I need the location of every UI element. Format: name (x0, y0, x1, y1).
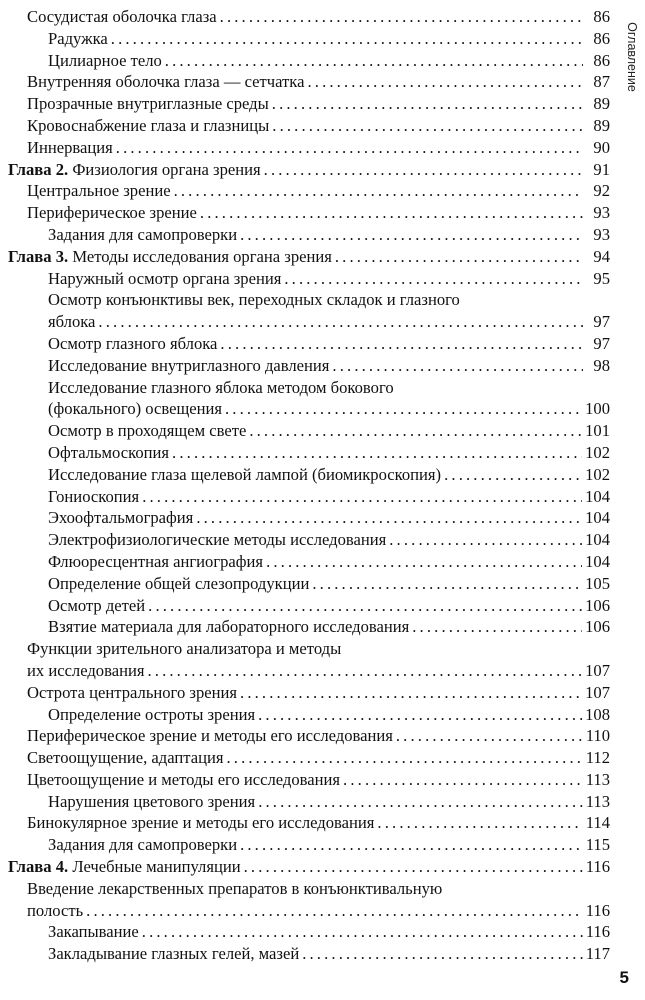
toc-entry-text: Осмотр в проходящем свете (48, 421, 247, 441)
dot-leader (332, 355, 583, 377)
toc-page-number: 115 (585, 835, 610, 855)
toc-entry[interactable] (8, 202, 610, 224)
toc-entry-text: Иннервация (27, 137, 113, 157)
toc-entry-title (27, 725, 393, 747)
toc-entry-text: Цилиарное тело (48, 50, 162, 70)
toc-entry-title (48, 943, 299, 965)
toc-entry-title (48, 595, 145, 617)
toc-page-number: 89 (593, 94, 610, 114)
toc-page-number: 94 (593, 246, 610, 266)
toc-entry-text: Прозрачные внутриглазные среды (27, 94, 269, 114)
dot-leader (200, 202, 583, 224)
toc-entry-title (48, 791, 255, 813)
toc-entry-text: Закладывание глазных гелей, мазей (48, 944, 300, 964)
dot-leader (412, 616, 582, 638)
toc-entry-text: Флюоресцентная ангиография (48, 551, 264, 571)
toc-page-number: 87 (593, 72, 610, 92)
toc-entry-text: их исследования (27, 660, 145, 680)
dot-leader (377, 812, 582, 834)
toc-entry-text: (фокального) освещения (48, 399, 222, 419)
dot-leader (389, 529, 582, 551)
toc-entry-title (48, 704, 255, 726)
toc-chapter-entry[interactable] (8, 856, 610, 878)
toc-entry[interactable] (8, 725, 610, 747)
toc-entry-title (27, 682, 237, 704)
toc-entry[interactable] (8, 529, 610, 551)
toc-entry-title (27, 660, 144, 682)
toc-entry[interactable] (8, 50, 610, 72)
toc-entry-text: Лечебные манипуляции (72, 857, 241, 877)
toc-page-number: 104 (585, 508, 610, 528)
chapter-label: Глава 3. (8, 246, 69, 266)
dot-leader (148, 595, 582, 617)
table-of-contents (8, 6, 610, 965)
toc-entry[interactable] (8, 638, 610, 682)
toc-page-number: 113 (585, 769, 610, 789)
toc-entry-title (27, 202, 197, 224)
toc-entry[interactable] (8, 268, 610, 290)
toc-entry[interactable] (8, 137, 610, 159)
toc-entry[interactable] (8, 6, 610, 28)
toc-entry-title (48, 834, 237, 856)
dot-leader (272, 115, 583, 137)
toc-entry-text: Кровоснабжение глаза и глазницы (27, 115, 270, 135)
toc-entry[interactable] (8, 333, 610, 355)
side-label-text: Оглавление (625, 22, 639, 92)
toc-entry-title (27, 137, 113, 159)
toc-entry-text: Бинокулярное зрение и методы его исследования (27, 813, 375, 833)
side-section-label (623, 2, 641, 112)
toc-entry-text: Исследование внутриглазного давления (48, 355, 330, 375)
toc-chapter-entry[interactable] (8, 246, 610, 268)
toc-entry-title (48, 529, 386, 551)
toc-entry-text: Исследование глаза щелевой лампой (биомикроскопия) (48, 464, 442, 484)
toc-entry-title (48, 921, 139, 943)
toc-page-number: 86 (593, 7, 610, 26)
toc-entry[interactable] (8, 682, 610, 704)
toc-page-number: 102 (585, 442, 610, 462)
toc-entry[interactable] (8, 486, 610, 508)
toc-entry-text: яблока (48, 312, 96, 332)
chapter-label: Глава 4. (8, 857, 69, 877)
toc-page-number: 86 (593, 28, 610, 48)
toc-entry-text: Осмотр глазного яблока (48, 333, 218, 353)
toc-entry-text: Периферическое зрение (27, 203, 197, 223)
dot-leader (258, 791, 583, 813)
toc-page-number: 93 (593, 224, 610, 244)
toc-entry-text: Закапывание (48, 922, 139, 942)
toc-entry[interactable] (8, 769, 610, 791)
dot-leader (147, 660, 582, 682)
toc-page-number: 112 (585, 748, 610, 768)
toc-entry-title (48, 50, 162, 72)
toc-entry-text: Определение общей слезопродукции (48, 573, 310, 593)
toc-page-number: 104 (585, 530, 610, 550)
toc-entry-text: Задания для самопроверки (48, 835, 238, 855)
toc-entry[interactable] (8, 420, 610, 442)
toc-entry-text: Светоощущение, адаптация (27, 748, 224, 768)
dot-leader (116, 137, 583, 159)
toc-entry-text: Исследование глазного яблока методом бокового (48, 377, 394, 397)
toc-entry[interactable] (8, 747, 610, 769)
toc-entry-text: Острота центрального зрения (27, 682, 238, 702)
toc-entry[interactable] (8, 943, 610, 965)
dot-leader (302, 943, 583, 965)
toc-entry-title (48, 420, 246, 442)
toc-entry-title (48, 442, 169, 464)
toc-chapter-entry[interactable] (8, 159, 610, 181)
toc-entry[interactable] (8, 28, 610, 50)
dot-leader (226, 747, 582, 769)
toc-entry[interactable] (8, 442, 610, 464)
toc-page-number: 91 (593, 159, 610, 179)
toc-entry-text: Введение лекарственных препаратов в конъюнктивальную (27, 878, 443, 898)
toc-page-number: 104 (585, 551, 610, 571)
dot-leader (98, 311, 583, 333)
toc-page-number: 102 (585, 464, 610, 484)
toc-entry-title (48, 290, 460, 309)
dot-leader (86, 900, 583, 922)
toc-entry-text: Нарушения цветового зрения (48, 791, 256, 811)
dot-leader (240, 224, 583, 246)
toc-page-number: 105 (585, 573, 610, 593)
toc-entry-title (27, 812, 374, 834)
dot-leader (220, 6, 583, 28)
toc-entry-text: Гониоскопия (48, 486, 140, 506)
toc-page-number: 106 (585, 617, 610, 637)
toc-page-number: 97 (593, 333, 610, 353)
toc-entry-title (27, 115, 269, 137)
toc-entry[interactable] (8, 704, 610, 726)
toc-entry[interactable] (8, 551, 610, 573)
dot-leader (244, 856, 583, 878)
dot-leader (312, 573, 582, 595)
toc-entry-text: Радужка (48, 28, 108, 48)
dot-leader (272, 93, 583, 115)
toc-entry-title (48, 333, 217, 355)
toc-entry-title (48, 464, 441, 486)
toc-page-number: 116 (585, 857, 610, 877)
toc-page-number: 95 (593, 268, 610, 288)
toc-entry-text: полость (27, 900, 84, 920)
toc-page-number: 90 (593, 137, 610, 157)
dot-leader (266, 551, 582, 573)
toc-entry[interactable] (8, 464, 610, 486)
toc-entry[interactable] (8, 93, 610, 115)
dot-leader (264, 159, 583, 181)
toc-page-number: 100 (585, 399, 610, 419)
toc-page-number: 116 (585, 900, 610, 920)
toc-page-number: 97 (593, 312, 610, 332)
toc-entry[interactable] (8, 377, 610, 421)
toc-page-number: 113 (585, 791, 610, 811)
dot-leader (396, 725, 583, 747)
dot-leader (196, 507, 582, 529)
toc-entry[interactable] (8, 791, 610, 813)
toc-entry-text: Цветоощущение и методы его исследования (27, 769, 341, 789)
dot-leader (284, 268, 583, 290)
toc-entry[interactable] (8, 289, 610, 333)
toc-entry-title (8, 159, 261, 181)
toc-entry-title (48, 398, 222, 420)
toc-entry-text: Осмотр конъюнктивы век, переходных складок и глазного (48, 290, 460, 310)
toc-entry[interactable] (8, 355, 610, 377)
toc-page-number: 92 (593, 181, 610, 201)
toc-entry[interactable] (8, 878, 610, 922)
dot-leader (307, 71, 583, 93)
toc-entry[interactable] (8, 595, 610, 617)
toc-entry-title (27, 93, 269, 115)
dot-leader (258, 704, 582, 726)
dot-leader (165, 50, 583, 72)
toc-entry-title (27, 71, 304, 93)
toc-entry-text: Взятие материала для лабораторного исследования (48, 617, 410, 637)
dot-leader (343, 769, 583, 791)
toc-entry[interactable] (8, 224, 610, 246)
dot-leader (225, 398, 582, 420)
toc-entry-text: Наружный осмотр органа зрения (48, 268, 282, 288)
toc-entry-title (27, 769, 340, 791)
toc-entry-title (27, 6, 217, 28)
toc-entry-title (48, 486, 139, 508)
dot-leader (249, 420, 582, 442)
toc-entry-title (48, 355, 329, 377)
toc-entry-title (8, 246, 332, 268)
dot-leader (240, 682, 582, 704)
toc-entry-text: Функции зрительного анализатора и методы (27, 639, 342, 659)
dot-leader (335, 246, 583, 268)
toc-entry[interactable] (8, 573, 610, 595)
dot-leader (174, 180, 583, 202)
toc-entry-text: Центральное зрение (27, 181, 171, 201)
dot-leader (240, 834, 583, 856)
dot-leader (172, 442, 582, 464)
toc-entry-text: Периферическое зрение и методы его исследования (27, 726, 393, 746)
toc-entry-title (48, 551, 263, 573)
toc-entry-text: Задания для самопроверки (48, 224, 238, 244)
toc-entry[interactable] (8, 115, 610, 137)
toc-entry-title (27, 180, 171, 202)
dot-leader (444, 464, 582, 486)
toc-page-number: 107 (585, 682, 610, 702)
toc-entry-title (27, 747, 223, 769)
toc-page-number: 101 (585, 421, 610, 441)
toc-page-number: 114 (585, 813, 610, 833)
toc-entry-text: Электрофизиологические методы исследования (48, 530, 387, 550)
toc-entry-text: Определение остроты зрения (48, 704, 256, 724)
toc-entry[interactable] (8, 616, 610, 638)
toc-page-number: 93 (593, 203, 610, 223)
toc-page-number: 89 (593, 115, 610, 135)
toc-entry-title (8, 856, 241, 878)
toc-entry-title (48, 224, 237, 246)
toc-entry-text: Внутренняя оболочка глаза — сетчатка (27, 72, 305, 92)
toc-entry-title (48, 507, 193, 529)
toc-page-number: 106 (585, 595, 610, 615)
toc-entry[interactable] (8, 180, 610, 202)
toc-entry-text: Осмотр детей (48, 595, 146, 615)
dot-leader (142, 486, 582, 508)
toc-page-number: 108 (585, 704, 610, 724)
dot-leader (220, 333, 583, 355)
toc-entry-text: Физиология органа зрения (72, 159, 261, 179)
toc-page-number: 117 (585, 944, 610, 964)
toc-entry-title (48, 573, 309, 595)
toc-page-number: 116 (585, 922, 610, 942)
toc-entry-title (48, 616, 409, 638)
toc-entry-title (27, 879, 442, 898)
toc-page-number: 86 (593, 50, 610, 70)
toc-entry-text: Сосудистая оболочка глаза (27, 7, 217, 26)
toc-page-number: 98 (593, 355, 610, 375)
toc-page-number: 104 (585, 486, 610, 506)
page-number: 5 (619, 968, 629, 987)
toc-entry[interactable] (8, 834, 610, 856)
toc-entry-title (27, 900, 83, 922)
toc-entry-text: Методы исследования органа зрения (72, 246, 332, 266)
chapter-label: Глава 2. (8, 159, 69, 179)
dot-leader (142, 921, 583, 943)
toc-page-number: 110 (585, 726, 610, 746)
toc-entry-text: Офтальмоскопия (48, 442, 170, 462)
toc-entry[interactable] (8, 507, 610, 529)
toc-entry[interactable] (8, 921, 610, 943)
toc-entry-title (48, 311, 95, 333)
dot-leader (111, 28, 583, 50)
toc-entry-title (27, 639, 341, 658)
toc-entry-title (48, 28, 108, 50)
toc-entry-title (48, 268, 281, 290)
toc-entry[interactable] (8, 812, 610, 834)
toc-entry-title (48, 378, 394, 397)
toc-entry-text: Эхоофтальмография (48, 508, 194, 528)
toc-entry[interactable] (8, 71, 610, 93)
toc-page-number: 107 (585, 660, 610, 680)
